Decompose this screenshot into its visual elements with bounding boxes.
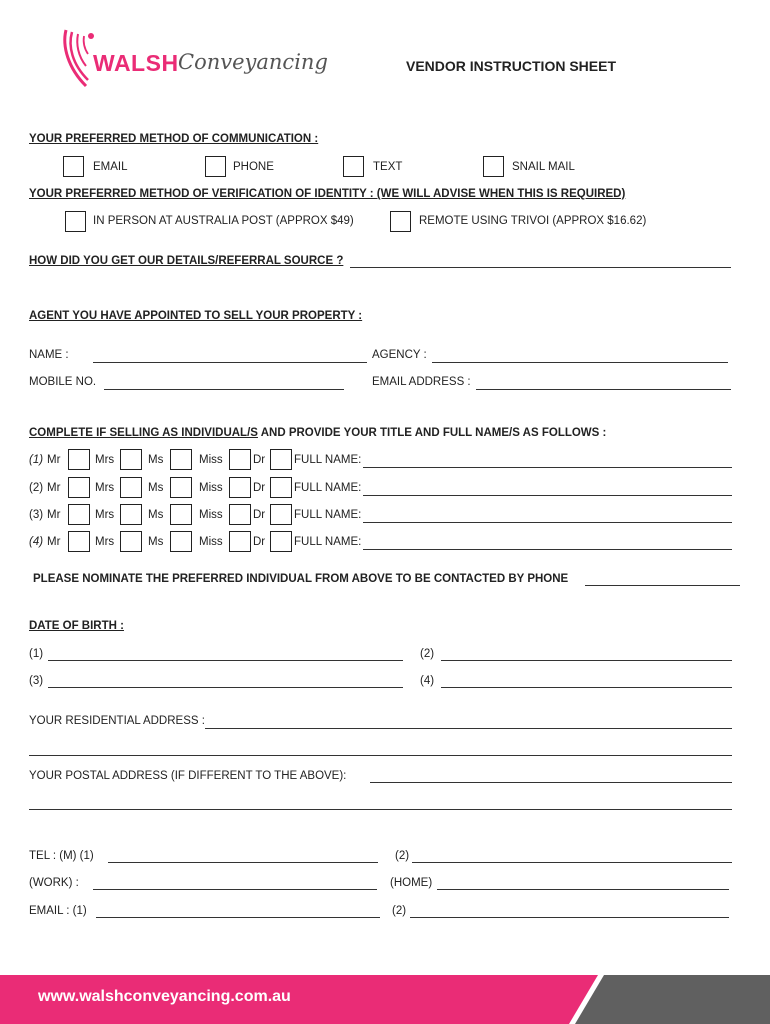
title-mrs-label: Mrs <box>95 454 115 466</box>
title-mr-label: Mr <box>47 509 61 521</box>
title-miss-label: Miss <box>199 509 223 521</box>
title-ms-label: Ms <box>148 454 164 466</box>
full-name-input-line[interactable] <box>363 467 732 468</box>
individuals-heading-underlined: COMPLETE IF SELLING AS INDIVIDUAL/S <box>29 427 258 439</box>
nominate-label: PLEASE NOMINATE THE PREFERRED INDIVIDUAL FROM ABOVE TO BE CONTACTED BY PHONE <box>33 573 569 585</box>
logo-brand-bold: WALSH <box>93 50 179 76</box>
dob-2-input-line[interactable] <box>441 660 732 661</box>
individual-row-number: (1) <box>29 454 44 466</box>
referral-input-line[interactable] <box>350 267 731 268</box>
phone-option-label: PHONE <box>233 161 274 173</box>
dob-1-input-line[interactable] <box>48 660 403 661</box>
tel-mobile-2-label: (2) <box>395 850 410 862</box>
title-miss-checkbox[interactable] <box>229 477 251 498</box>
postal-address-input-line[interactable] <box>370 782 732 783</box>
email-1-input-line[interactable] <box>96 917 380 918</box>
text-option-label: TEXT <box>373 161 403 173</box>
agent-name-label: NAME : <box>29 349 69 361</box>
nominate-input-line[interactable] <box>585 585 740 586</box>
title-mr-checkbox[interactable] <box>68 504 90 525</box>
home-input-line[interactable] <box>437 889 729 890</box>
title-mrs-checkbox[interactable] <box>120 504 142 525</box>
email-checkbox[interactable] <box>63 156 84 177</box>
full-name-input-line[interactable] <box>363 549 732 550</box>
text-checkbox[interactable] <box>343 156 364 177</box>
tel-mobile-2-input-line[interactable] <box>412 862 732 863</box>
page-title: VENDOR INSTRUCTION SHEET <box>406 58 617 74</box>
dob-heading: DATE OF BIRTH : <box>29 620 124 632</box>
full-name-label: FULL NAME: <box>294 482 362 494</box>
title-dr-checkbox[interactable] <box>270 504 292 525</box>
dob-4-input-line[interactable] <box>441 687 732 688</box>
phone-checkbox[interactable] <box>205 156 226 177</box>
title-mr-checkbox[interactable] <box>68 477 90 498</box>
agent-heading: AGENT YOU HAVE APPOINTED TO SELL YOUR PROPERTY : <box>29 310 363 322</box>
residential-address-input-line-2[interactable] <box>29 755 732 756</box>
logo-brand-script: Conveyancing <box>178 50 328 74</box>
individual-row-number: (4) <box>29 536 44 548</box>
title-ms-label: Ms <box>148 536 164 548</box>
remote-option-label: REMOTE USING TRIVOI (APPROX $16.62) <box>419 215 647 227</box>
title-mrs-checkbox[interactable] <box>120 477 142 498</box>
title-miss-checkbox[interactable] <box>229 531 251 552</box>
residential-address-label: YOUR RESIDENTIAL ADDRESS : <box>29 715 205 727</box>
individuals-heading <box>29 427 606 439</box>
title-mr-label: Mr <box>47 454 61 466</box>
dob-3-input-line[interactable] <box>48 687 403 688</box>
agent-name-input-line[interactable] <box>93 362 367 363</box>
work-input-line[interactable] <box>93 889 377 890</box>
title-ms-checkbox[interactable] <box>170 477 192 498</box>
title-miss-label: Miss <box>199 536 223 548</box>
title-dr-label: Dr <box>253 509 266 521</box>
remote-checkbox[interactable] <box>390 211 411 232</box>
title-mr-label: Mr <box>47 536 61 548</box>
title-mr-label: Mr <box>47 482 61 494</box>
title-dr-checkbox[interactable] <box>270 477 292 498</box>
title-dr-label: Dr <box>253 536 266 548</box>
full-name-input-line[interactable] <box>363 495 732 496</box>
dob-4-label: (4) <box>420 675 435 687</box>
individual-row-number: (3) <box>29 509 44 521</box>
title-miss-checkbox[interactable] <box>229 504 251 525</box>
dob-2-label: (2) <box>420 648 435 660</box>
full-name-label: FULL NAME: <box>294 509 362 521</box>
title-ms-checkbox[interactable] <box>170 531 192 552</box>
referral-label: HOW DID YOU GET OUR DETAILS/REFERRAL SOURCE ? <box>29 255 344 267</box>
title-miss-label: Miss <box>199 482 223 494</box>
title-ms-checkbox[interactable] <box>170 504 192 525</box>
title-dr-label: Dr <box>253 482 266 494</box>
agent-mobile-input-line[interactable] <box>104 389 344 390</box>
email-2-input-line[interactable] <box>410 917 729 918</box>
in-person-checkbox[interactable] <box>65 211 86 232</box>
communication-heading: YOUR PREFERRED METHOD OF COMMUNICATION : <box>29 133 319 145</box>
home-label: (HOME) <box>390 877 433 889</box>
title-mr-checkbox[interactable] <box>68 449 90 470</box>
footer-banner <box>0 975 770 1024</box>
email-1-label: EMAIL : (1) <box>29 905 87 917</box>
title-dr-label: Dr <box>253 454 266 466</box>
title-ms-label: Ms <box>148 509 164 521</box>
title-mr-checkbox[interactable] <box>68 531 90 552</box>
individual-row-number: (2) <box>29 482 44 494</box>
agency-label: AGENCY : <box>372 349 427 361</box>
agent-email-label: EMAIL ADDRESS : <box>372 376 471 388</box>
snail-mail-option-label: SNAIL MAIL <box>512 161 575 173</box>
residential-address-input-line[interactable] <box>205 728 732 729</box>
tel-mobile-1-input-line[interactable] <box>108 862 378 863</box>
postal-address-label: YOUR POSTAL ADDRESS (IF DIFFERENT TO THE ABOVE): <box>29 770 347 782</box>
email-option-label: EMAIL <box>93 161 128 173</box>
title-mrs-label: Mrs <box>95 482 115 494</box>
title-mrs-label: Mrs <box>95 509 115 521</box>
title-ms-label: Ms <box>148 482 164 494</box>
title-ms-checkbox[interactable] <box>170 449 192 470</box>
title-miss-checkbox[interactable] <box>229 449 251 470</box>
full-name-label: FULL NAME: <box>294 536 362 548</box>
in-person-option-label: IN PERSON AT AUSTRALIA POST (APPROX $49) <box>93 215 354 227</box>
agent-mobile-label: MOBILE NO. <box>29 376 97 388</box>
dob-1-label: (1) <box>29 648 44 660</box>
title-mrs-label: Mrs <box>95 536 115 548</box>
full-name-input-line[interactable] <box>363 522 732 523</box>
individuals-heading-rest: AND PROVIDE YOUR TITLE AND FULL NAME/S AS FOLLOWS : <box>257 427 607 439</box>
footer-website-link[interactable]: www.walshconveyancing.com.au <box>38 988 291 1005</box>
work-label: (WORK) : <box>29 877 79 889</box>
full-name-label: FULL NAME: <box>294 454 362 466</box>
verification-heading: YOUR PREFERRED METHOD OF VERIFICATION OF IDENTITY : (WE WILL ADVISE WHEN THIS IS REQUIRED) <box>29 188 626 200</box>
tel-mobile-label: TEL : (M) (1) <box>29 850 94 862</box>
title-mrs-checkbox[interactable] <box>120 531 142 552</box>
agent-email-input-line[interactable] <box>476 389 731 390</box>
snail-mail-checkbox[interactable] <box>483 156 504 177</box>
title-miss-label: Miss <box>199 454 223 466</box>
email-2-label: (2) <box>392 905 407 917</box>
title-mrs-checkbox[interactable] <box>120 449 142 470</box>
title-dr-checkbox[interactable] <box>270 531 292 552</box>
postal-address-input-line-2[interactable] <box>29 809 732 810</box>
dob-3-label: (3) <box>29 675 44 687</box>
agency-input-line[interactable] <box>432 362 728 363</box>
title-dr-checkbox[interactable] <box>270 449 292 470</box>
